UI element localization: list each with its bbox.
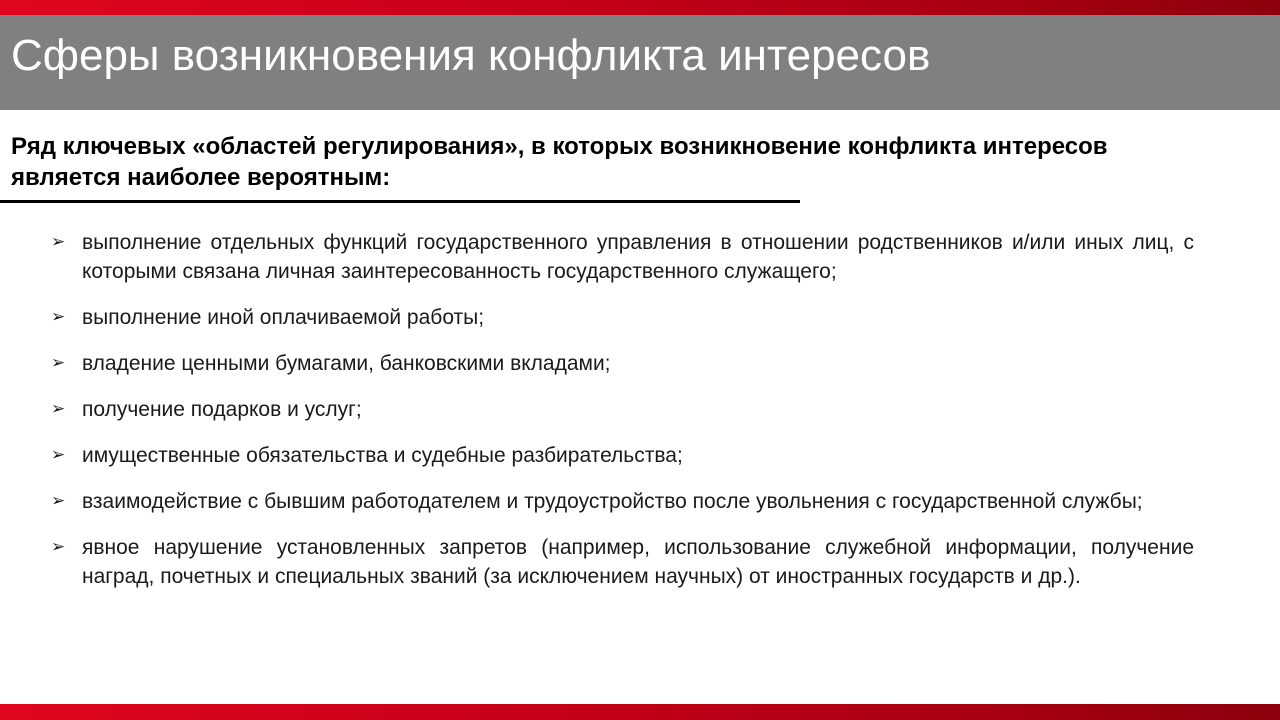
list-item	[0, 395, 1194, 424]
arrowhead-bullet-icon: ➢	[51, 399, 66, 419]
arrowhead-bullet-icon: ➢	[51, 307, 66, 327]
arrowhead-bullet-icon: ➢	[51, 353, 66, 373]
slide-subtitle: Ряд ключевых «областей регулирования», в которых возникновение конфликта интересов является наиболее вероятным:	[11, 133, 1108, 191]
list-item	[0, 441, 1194, 470]
top-accent-stripe	[0, 0, 1280, 15]
arrowhead-bullet-icon: ➢	[51, 537, 66, 557]
list-item	[0, 533, 1194, 591]
arrowhead-bullet-icon: ➢	[51, 232, 66, 252]
bottom-accent-stripe	[0, 704, 1280, 720]
list-item-text: явное нарушение установленных запретов (например, использование служебной информации, получение наград, почетных и специальных званий (за исключением научных) от иностранных государств и др.).	[82, 536, 1194, 588]
list-item-text: выполнение иной оплачиваемой работы;	[82, 306, 485, 329]
bullet-list	[0, 228, 1280, 608]
slide-title: Сферы возникновения конфликта интересов	[11, 31, 931, 80]
list-item-text: получение подарков и услуг;	[82, 398, 362, 421]
list-item-text: владение ценными бумагами, банковскими вкладами;	[82, 352, 611, 375]
list-item	[0, 349, 1194, 378]
list-item	[0, 303, 1194, 332]
list-item-text: взаимодействие с бывшим работодателем и трудоустройство после увольнения с государственной службы;	[82, 490, 1143, 513]
subtitle-underline	[0, 200, 800, 203]
arrowhead-bullet-icon: ➢	[51, 445, 66, 465]
list-item-text: выполнение отдельных функций государственного управления в отношении родственников и/или иных лиц, с которыми связана личная заинтересованность государственного служащего;	[82, 231, 1194, 283]
list-item	[0, 228, 1194, 286]
arrowhead-bullet-icon: ➢	[51, 491, 66, 511]
list-item-text: имущественные обязательства и судебные разбирательства;	[82, 444, 683, 467]
list-item	[0, 487, 1194, 516]
